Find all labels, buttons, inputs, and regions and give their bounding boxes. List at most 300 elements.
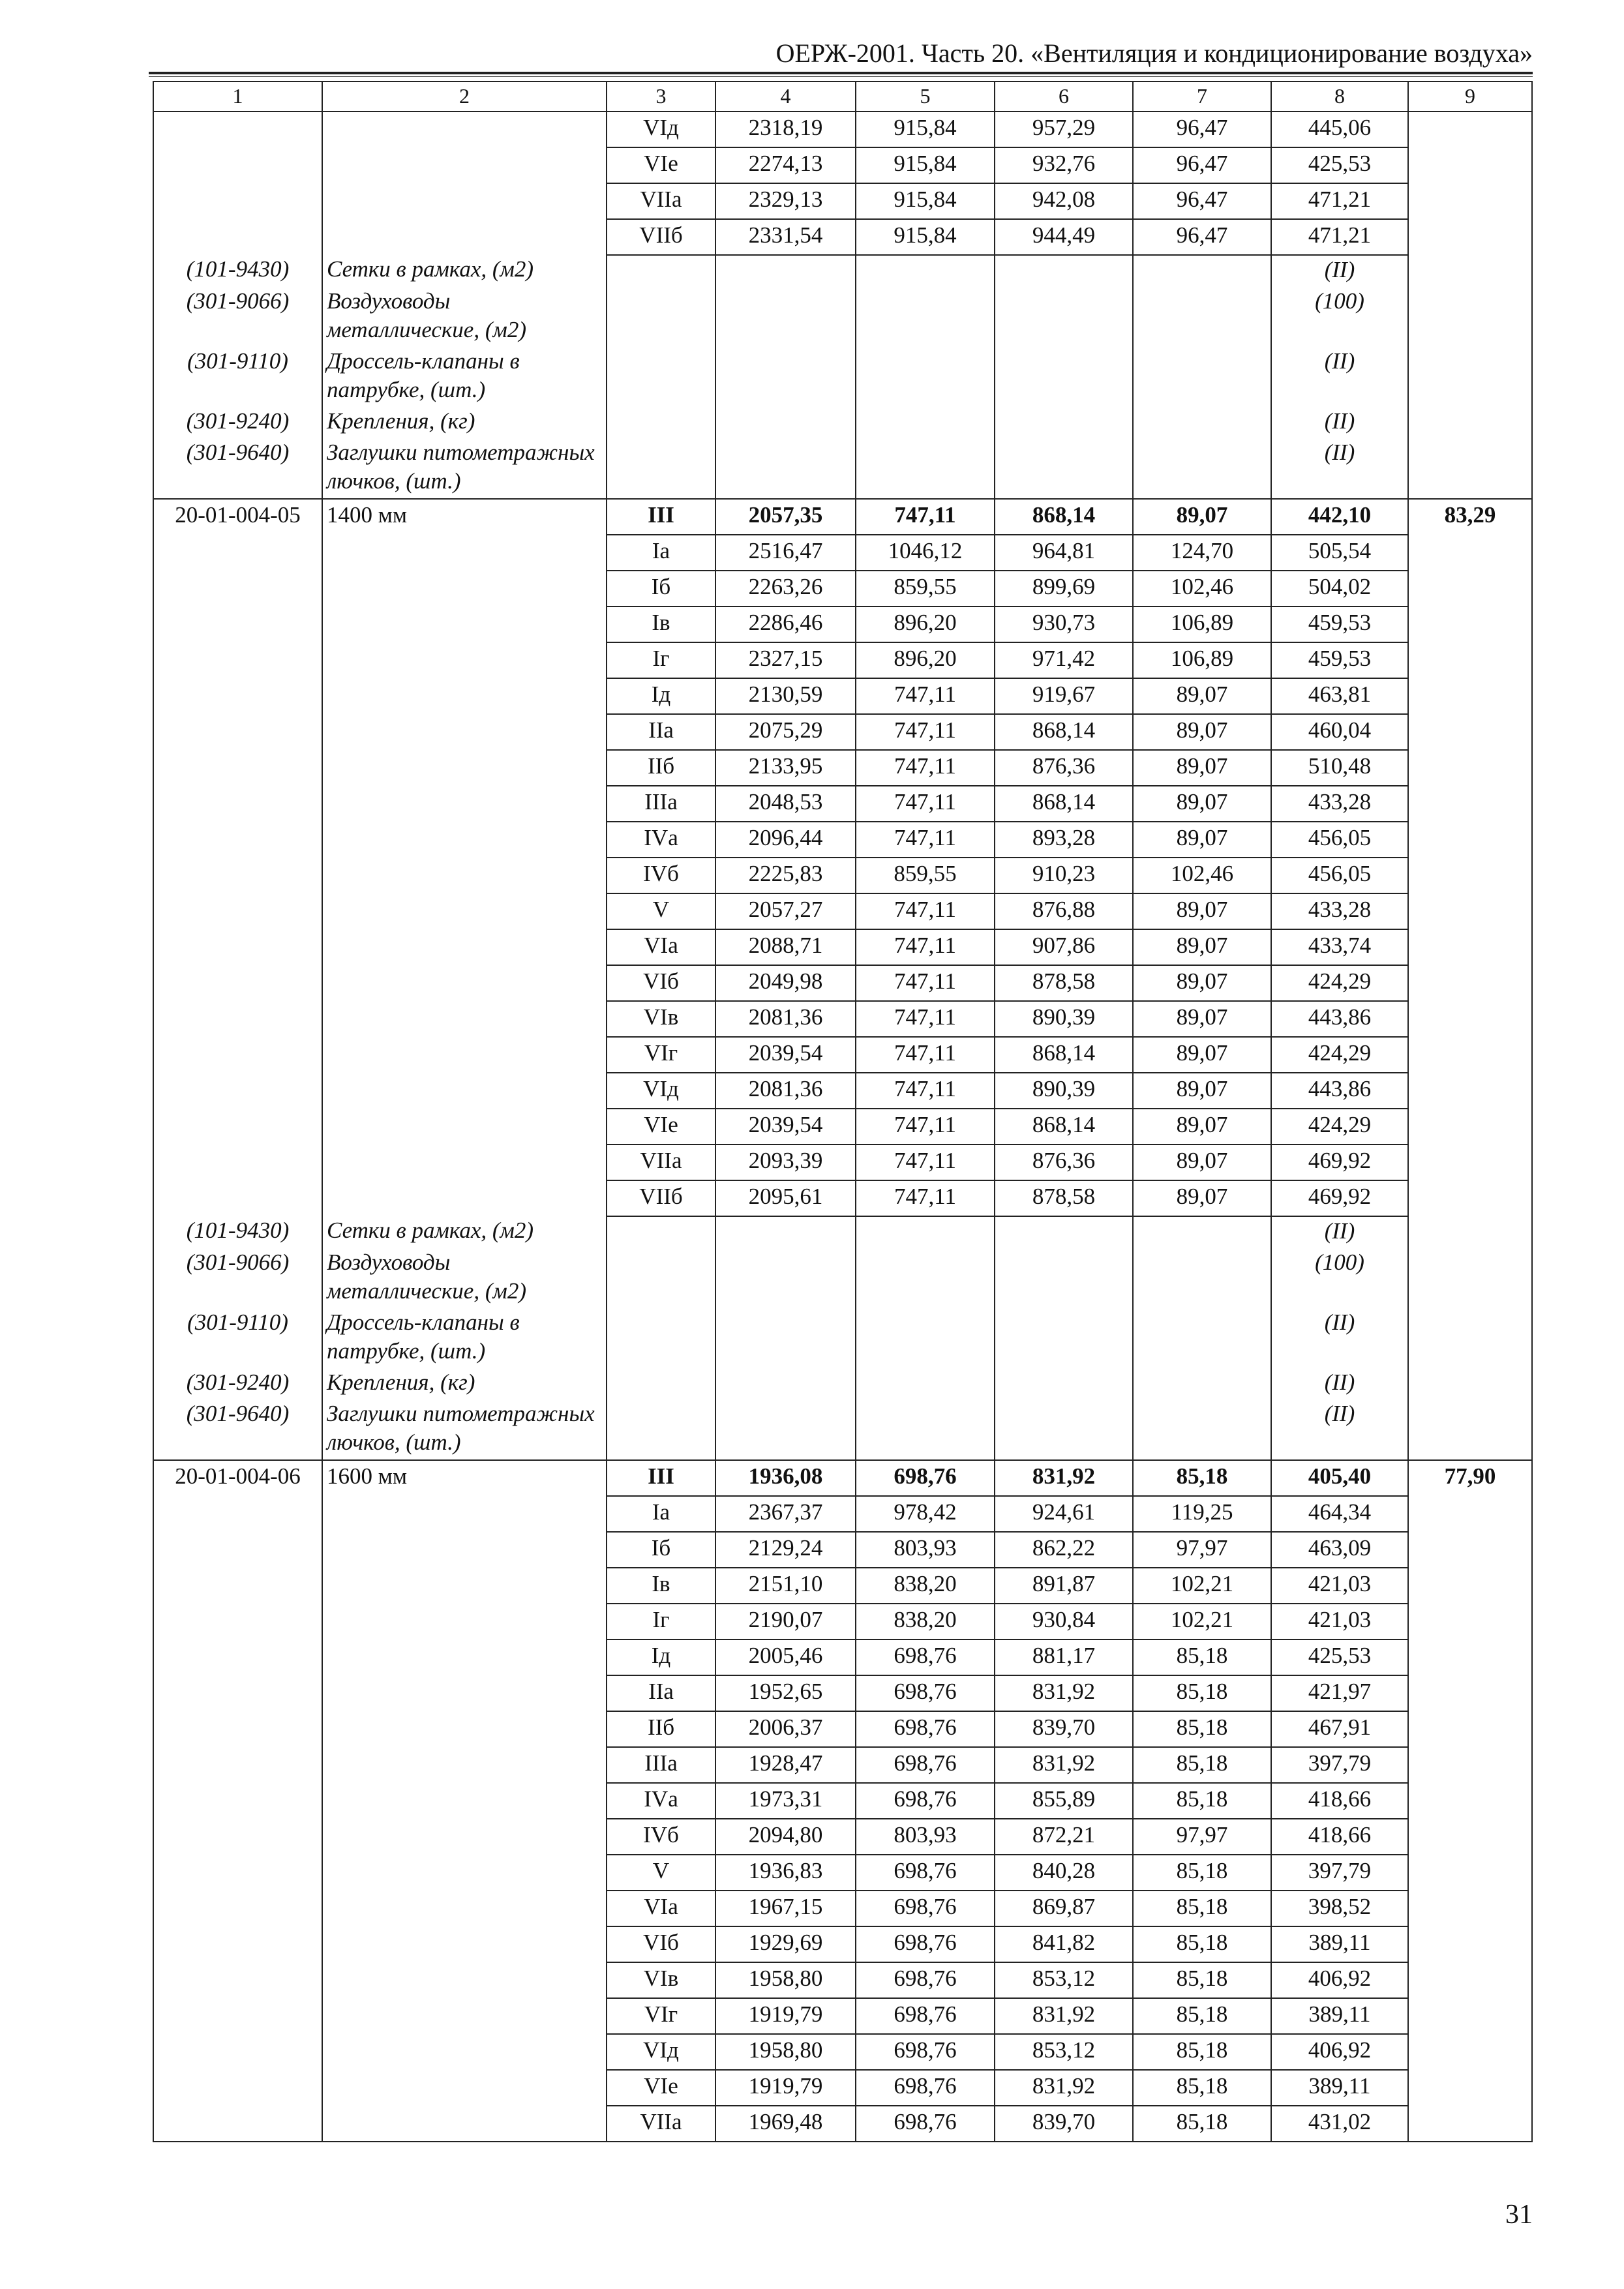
page-number: 31 [1505,2200,1533,2230]
name-cell [322,642,607,678]
empty-cell [607,438,715,499]
labor-cost-cell: 747,11 [856,822,995,858]
material-code: (301-9110) [153,1308,322,1368]
code-cell [153,147,322,183]
empty-cell [1408,1216,1532,1248]
operator-wage-cell: 106,89 [1133,642,1271,678]
table-row-main [153,1460,1532,1496]
code-cell [153,1998,322,2034]
total-cell [1408,1783,1532,1819]
name-cell [322,1855,607,1891]
code-cell [153,606,322,642]
labor-cost-cell: 747,11 [856,1073,995,1109]
direct-cost-cell: 2049,98 [715,965,856,1001]
operator-wage-cell: 89,07 [1133,822,1271,858]
machine-cost-cell: 942,08 [995,183,1133,219]
labor-cost-cell: 859,55 [856,571,995,606]
machine-cost-cell: 831,92 [995,1998,1133,2034]
labor-cost-cell: 803,93 [856,1819,995,1855]
operator-wage-cell: 96,47 [1133,183,1271,219]
total-cell [1408,1962,1532,1998]
labor-cost-cell: 747,11 [856,1001,995,1037]
material-row [153,1248,1532,1308]
empty-cell [856,407,995,438]
name-cell [322,858,607,893]
direct-cost-cell: 2039,54 [715,1037,856,1073]
machine-cost-cell: 869,87 [995,1891,1133,1926]
operator-wage-cell: 96,47 [1133,219,1271,255]
material-cost-cell: 389,11 [1271,1926,1408,1962]
labor-cost-cell: 747,11 [856,499,995,535]
column-number: 2 [322,82,607,112]
operator-wage-cell: 119,25 [1133,1496,1271,1532]
zone-cell: IVб [607,1819,715,1855]
labor-cost-cell: 698,76 [856,1855,995,1891]
zone-cell: VIб [607,965,715,1001]
table-row [153,786,1532,822]
material-cost-cell: 469,92 [1271,1144,1408,1180]
labor-cost-cell: 698,76 [856,2034,995,2070]
machine-cost-cell: 930,73 [995,606,1133,642]
zone-cell: VIе [607,1109,715,1144]
code-cell [153,2106,322,2142]
code-cell [153,965,322,1001]
code-cell [153,1711,322,1747]
empty-cell [715,1308,856,1368]
machine-cost-cell: 944,49 [995,219,1133,255]
table-row [153,893,1532,929]
zone-cell: VIа [607,929,715,965]
table-row [153,2034,1532,2070]
table-row [153,535,1532,571]
direct-cost-cell: 2094,80 [715,1819,856,1855]
material-cost-cell: 505,54 [1271,535,1408,571]
labor-cost-cell: 915,84 [856,183,995,219]
table-row [153,1711,1532,1747]
material-cost-cell: 463,09 [1271,1532,1408,1568]
code-cell [153,1926,322,1962]
direct-cost-cell: 1919,79 [715,1998,856,2034]
code-cell [153,1675,322,1711]
zone-cell: VIд [607,112,715,147]
total-cell [1408,535,1532,571]
direct-cost-cell: 2516,47 [715,535,856,571]
material-qty: (II) [1271,1308,1408,1368]
machine-cost-cell: 899,69 [995,571,1133,606]
total-cell [1408,678,1532,714]
direct-cost-cell: 2057,27 [715,893,856,929]
direct-cost-cell: 2133,95 [715,750,856,786]
zone-cell: IVа [607,822,715,858]
labor-cost-cell: 838,20 [856,1604,995,1639]
material-cost-cell: 424,29 [1271,965,1408,1001]
material-row [153,255,1532,287]
material-cost-cell: 425,53 [1271,1639,1408,1675]
material-cost-cell: 406,92 [1271,1962,1408,1998]
total-cell [1408,147,1532,183]
operator-wage-cell: 102,21 [1133,1568,1271,1604]
material-cost-cell: 421,97 [1271,1675,1408,1711]
direct-cost-cell: 1928,47 [715,1747,856,1783]
column-number: 5 [856,82,995,112]
direct-cost-cell: 2096,44 [715,822,856,858]
labor-cost-cell: 915,84 [856,219,995,255]
code-cell [153,1783,322,1819]
empty-cell [1133,287,1271,347]
direct-cost-cell: 1973,31 [715,1783,856,1819]
machine-cost-cell: 855,89 [995,1783,1133,1819]
labor-cost-cell: 698,76 [856,2106,995,2142]
header-rule-thin [149,76,1533,77]
name-cell [322,147,607,183]
empty-cell [1133,347,1271,407]
zone-cell: VIIа [607,183,715,219]
material-code: (101-9430) [153,255,322,287]
machine-cost-cell: 831,92 [995,1675,1133,1711]
operator-wage-cell: 89,07 [1133,1109,1271,1144]
direct-cost-cell: 2057,35 [715,499,856,535]
material-cost-cell: 510,48 [1271,750,1408,786]
operator-wage-cell: 97,97 [1133,1532,1271,1568]
name-cell [322,1532,607,1568]
code-cell [153,714,322,750]
zone-cell: VIв [607,1001,715,1037]
operator-wage-cell: 89,07 [1133,1073,1271,1109]
operator-wage-cell: 85,18 [1133,1747,1271,1783]
direct-cost-cell: 2081,36 [715,1001,856,1037]
machine-cost-cell: 957,29 [995,112,1133,147]
code-cell [153,219,322,255]
operator-wage-cell: 89,07 [1133,714,1271,750]
table-row [153,1855,1532,1891]
name-cell [322,1109,607,1144]
machine-cost-cell: 831,92 [995,1460,1133,1496]
total-cell [1408,1001,1532,1037]
empty-cell [856,287,995,347]
material-qty: (II) [1271,1216,1408,1248]
material-cost-cell: 459,53 [1271,642,1408,678]
total-cell [1408,2106,1532,2142]
name-cell [322,183,607,219]
material-name: Воздуховоды металлические, (м2) [322,1248,607,1308]
code-cell [153,1891,322,1926]
direct-cost-cell: 2075,29 [715,714,856,750]
material-row [153,1308,1532,1368]
empty-cell [607,1216,715,1248]
table-row [153,147,1532,183]
material-cost-cell: 433,74 [1271,929,1408,965]
table-row [153,1998,1532,2034]
material-name: Воздуховоды металлические, (м2) [322,287,607,347]
material-cost-cell: 459,53 [1271,606,1408,642]
name-cell [322,714,607,750]
code-cell [153,1639,322,1675]
machine-cost-cell: 881,17 [995,1639,1133,1675]
empty-cell [1408,1368,1532,1399]
empty-cell [856,1368,995,1399]
labor-cost-cell: 978,42 [856,1496,995,1532]
material-cost-cell: 433,28 [1271,893,1408,929]
machine-cost-cell: 831,92 [995,1747,1133,1783]
name-cell [322,1180,607,1216]
machine-cost-cell: 891,87 [995,1568,1133,1604]
labor-cost-cell: 747,11 [856,965,995,1001]
empty-cell [856,1399,995,1460]
labor-cost-cell: 698,76 [856,1962,995,1998]
direct-cost-cell: 2225,83 [715,858,856,893]
material-row [153,438,1532,499]
total-cell [1408,1568,1532,1604]
table-row [153,112,1532,147]
name-cell [322,1962,607,1998]
material-cost-cell: 418,66 [1271,1819,1408,1855]
operator-wage-cell: 89,07 [1133,1001,1271,1037]
operator-wage-cell: 85,18 [1133,1460,1271,1496]
empty-cell [607,1399,715,1460]
empty-cell [607,407,715,438]
operator-wage-cell: 89,07 [1133,750,1271,786]
machine-cost-cell: 930,84 [995,1604,1133,1639]
material-cost-cell: 389,11 [1271,2070,1408,2106]
column-number: 8 [1271,82,1408,112]
operator-wage-cell: 89,07 [1133,1037,1271,1073]
zone-cell: IVб [607,858,715,893]
zone-cell: VIа [607,1891,715,1926]
total-cell [1408,642,1532,678]
material-name: Заглушки питометражных лючков, (шт.) [322,438,607,499]
operator-wage-cell: 97,97 [1133,1819,1271,1855]
material-qty: (II) [1271,255,1408,287]
machine-cost-cell: 876,36 [995,1144,1133,1180]
name-cell [322,1037,607,1073]
operator-wage-cell: 96,47 [1133,147,1271,183]
machine-cost-cell: 890,39 [995,1073,1133,1109]
empty-cell [1133,1399,1271,1460]
code-cell [153,1073,322,1109]
name-cell [322,1639,607,1675]
direct-cost-cell: 1929,69 [715,1926,856,1962]
total-cell: 83,29 [1408,499,1532,535]
empty-cell [1133,438,1271,499]
zone-cell: IVа [607,1783,715,1819]
empty-cell [715,1248,856,1308]
total-cell [1408,893,1532,929]
zone-cell: VIе [607,2070,715,2106]
material-name: Сетки в рамках, (м2) [322,1216,607,1248]
machine-cost-cell: 868,14 [995,786,1133,822]
total-cell [1408,1604,1532,1639]
total-cell [1408,112,1532,147]
column-number: 1 [153,82,322,112]
table-row [153,822,1532,858]
code-cell [153,571,322,606]
zone-cell: Iв [607,606,715,642]
material-cost-cell: 418,66 [1271,1783,1408,1819]
labor-cost-cell: 838,20 [856,1568,995,1604]
total-cell [1408,1926,1532,1962]
zone-cell: IIб [607,750,715,786]
table-row [153,714,1532,750]
operator-wage-cell: 85,18 [1133,1962,1271,1998]
total-cell [1408,1180,1532,1216]
table-row [153,678,1532,714]
zone-cell: Iа [607,1496,715,1532]
code-cell [153,1037,322,1073]
code-cell [153,1819,322,1855]
operator-wage-cell: 85,18 [1133,1891,1271,1926]
column-number: 4 [715,82,856,112]
machine-cost-cell: 872,21 [995,1819,1133,1855]
code-cell: 20-01-004-06 [153,1460,322,1496]
machine-cost-cell: 907,86 [995,929,1133,965]
direct-cost-cell: 2367,37 [715,1496,856,1532]
column-number-row [153,82,1532,112]
total-cell [1408,750,1532,786]
empty-cell [1408,1399,1532,1460]
empty-cell [856,1248,995,1308]
name-cell: 1600 мм [322,1460,607,1496]
labor-cost-cell: 1046,12 [856,535,995,571]
empty-cell [995,255,1133,287]
table-row [153,858,1532,893]
material-cost-cell: 463,81 [1271,678,1408,714]
code-cell [153,1496,322,1532]
zone-cell: VIе [607,147,715,183]
direct-cost-cell: 1936,08 [715,1460,856,1496]
operator-wage-cell: 85,18 [1133,1998,1271,2034]
zone-cell: Iв [607,1568,715,1604]
material-qty: (II) [1271,438,1408,499]
machine-cost-cell: 853,12 [995,2034,1133,2070]
empty-cell [856,347,995,407]
table-row [153,1962,1532,1998]
zone-cell: Iд [607,1639,715,1675]
name-cell [322,965,607,1001]
material-row [153,287,1532,347]
zone-cell: VIг [607,1037,715,1073]
direct-cost-cell: 2005,46 [715,1639,856,1675]
labor-cost-cell: 698,76 [856,1639,995,1675]
code-cell [153,1568,322,1604]
table-row [153,929,1532,965]
material-name: Крепления, (кг) [322,407,607,438]
empty-cell [995,1216,1133,1248]
operator-wage-cell: 89,07 [1133,786,1271,822]
table-row [153,571,1532,606]
machine-cost-cell: 841,82 [995,1926,1133,1962]
code-cell [153,893,322,929]
empty-cell [1408,407,1532,438]
zone-cell: VIг [607,1998,715,2034]
name-cell [322,219,607,255]
total-cell [1408,1819,1532,1855]
zone-cell: IIб [607,1711,715,1747]
code-cell [153,750,322,786]
empty-cell [1133,1216,1271,1248]
name-cell [322,893,607,929]
material-qty: (II) [1271,347,1408,407]
table-row [153,1891,1532,1926]
material-cost-cell: 421,03 [1271,1604,1408,1639]
empty-cell [1408,287,1532,347]
material-row [153,407,1532,438]
total-cell [1408,822,1532,858]
empty-cell [607,1248,715,1308]
direct-cost-cell: 2318,19 [715,112,856,147]
total-cell [1408,1496,1532,1532]
direct-cost-cell: 2048,53 [715,786,856,822]
empty-cell [715,407,856,438]
labor-cost-cell: 747,11 [856,929,995,965]
machine-cost-cell: 964,81 [995,535,1133,571]
table-row [153,1819,1532,1855]
direct-cost-cell: 1958,80 [715,2034,856,2070]
direct-cost-cell: 2190,07 [715,1604,856,1639]
total-cell [1408,1891,1532,1926]
column-number: 9 [1408,82,1532,112]
code-cell [153,858,322,893]
column-number: 7 [1133,82,1271,112]
labor-cost-cell: 747,11 [856,678,995,714]
name-cell [322,1496,607,1532]
operator-wage-cell: 85,18 [1133,1783,1271,1819]
material-cost-cell: 431,02 [1271,2106,1408,2142]
direct-cost-cell: 1967,15 [715,1891,856,1926]
machine-cost-cell: 868,14 [995,1109,1133,1144]
machine-cost-cell: 893,28 [995,822,1133,858]
material-cost-cell: 445,06 [1271,112,1408,147]
material-name: Дроссель-клапаны в патрубке, (шт.) [322,1308,607,1368]
zone-cell: III [607,1460,715,1496]
operator-wage-cell: 85,18 [1133,2106,1271,2142]
name-cell [322,1073,607,1109]
material-cost-cell: 504,02 [1271,571,1408,606]
direct-cost-cell: 2331,54 [715,219,856,255]
code-cell [153,1604,322,1639]
total-cell [1408,1747,1532,1783]
empty-cell [856,1216,995,1248]
direct-cost-cell: 2151,10 [715,1568,856,1604]
empty-cell [607,347,715,407]
operator-wage-cell: 102,21 [1133,1604,1271,1639]
labor-cost-cell: 698,76 [856,1998,995,2034]
name-cell [322,1747,607,1783]
empty-cell [1133,407,1271,438]
total-cell [1408,786,1532,822]
material-cost-cell: 467,91 [1271,1711,1408,1747]
code-cell [153,1144,322,1180]
material-qty: (100) [1271,287,1408,347]
material-code: (101-9430) [153,1216,322,1248]
material-code: (301-9640) [153,438,322,499]
name-cell [322,2070,607,2106]
machine-cost-cell: 868,14 [995,499,1133,535]
zone-cell: VIб [607,1926,715,1962]
material-code: (301-9640) [153,1399,322,1460]
name-cell [322,678,607,714]
total-cell [1408,606,1532,642]
direct-cost-cell: 1919,79 [715,2070,856,2106]
empty-cell [1408,347,1532,407]
labor-cost-cell: 915,84 [856,147,995,183]
empty-cell [995,1368,1133,1399]
machine-cost-cell: 839,70 [995,2106,1133,2142]
name-cell [322,1783,607,1819]
material-cost-cell: 471,21 [1271,219,1408,255]
material-cost-cell: 442,10 [1271,499,1408,535]
empty-cell [715,438,856,499]
machine-cost-cell: 910,23 [995,858,1133,893]
